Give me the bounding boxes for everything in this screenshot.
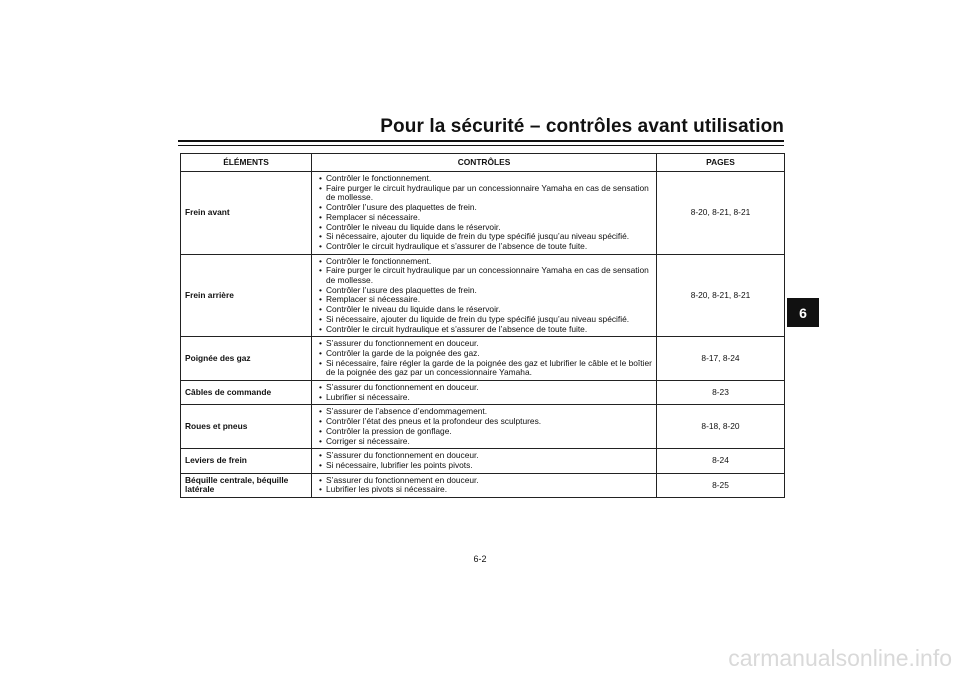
check-list: [316, 407, 652, 446]
check-item: • S’assurer du fonctionnement en douceur.: [316, 383, 652, 393]
element-cell: Frein arrière: [181, 254, 312, 337]
check-item: • Si nécessaire, lubrifier les points pivots.: [316, 461, 652, 471]
controls-cell: [312, 337, 657, 381]
check-item: • Contrôler le niveau du liquide dans le réservoir.: [316, 305, 652, 315]
check-item: • Contrôler l’état des pneus et la profondeur des sculptures.: [316, 417, 652, 427]
header-elements: ÉLÉMENTS: [181, 154, 312, 172]
check-list: [316, 383, 652, 402]
controls-cell: [312, 172, 657, 255]
pages-cell: 8-17, 8-24: [657, 337, 785, 381]
check-item: • Faire purger le circuit hydraulique par un concessionnaire Yamaha en cas de sensation de mollesse.: [316, 184, 652, 203]
check-item: • S’assurer du fonctionnement en douceur.: [316, 339, 652, 349]
controls-cell: [312, 449, 657, 473]
pages-cell: 8-24: [657, 449, 785, 473]
table-row: [181, 473, 785, 497]
table-row: [181, 381, 785, 405]
check-item: • Lubrifier les pivots si nécessaire.: [316, 485, 652, 495]
check-item: • Contrôler le circuit hydraulique et s’assurer de l’absence de toute fuite.: [316, 325, 652, 335]
page-number: 6-2: [473, 554, 487, 564]
check-item: • Contrôler le fonctionnement.: [316, 257, 652, 267]
check-item: • Corriger si nécessaire.: [316, 437, 652, 447]
check-item: • Contrôler l’usure des plaquettes de frein.: [316, 203, 652, 213]
check-item: • Si nécessaire, ajouter du liquide de frein du type spécifié jusqu’au niveau spécifié.: [316, 315, 652, 325]
table-row: [181, 172, 785, 255]
table-row: [181, 337, 785, 381]
check-item: • Lubrifier si nécessaire.: [316, 393, 652, 403]
header-pages: PAGES: [657, 154, 785, 172]
check-item: • Faire purger le circuit hydraulique par un concessionnaire Yamaha en cas de sensation de mollesse.: [316, 266, 652, 285]
check-list: [316, 476, 652, 495]
element-cell: Roues et pneus: [181, 405, 312, 449]
table-row: [181, 254, 785, 337]
check-item: • Contrôler le circuit hydraulique et s’assurer de l’absence de toute fuite.: [316, 242, 652, 252]
check-list: [316, 174, 652, 252]
element-cell: Béquille centrale, béquille latérale: [181, 473, 312, 497]
controls-cell: [312, 254, 657, 337]
element-cell: Frein avant: [181, 172, 312, 255]
check-item: • Contrôler l’usure des plaquettes de frein.: [316, 286, 652, 296]
check-item: • Remplacer si nécessaire.: [316, 295, 652, 305]
element-cell: Leviers de frein: [181, 449, 312, 473]
check-item: • Remplacer si nécessaire.: [316, 213, 652, 223]
pages-cell: 8-25: [657, 473, 785, 497]
check-item: • S’assurer du fonctionnement en douceur.: [316, 476, 652, 486]
watermark: carmanualsonline.info: [728, 645, 952, 671]
check-item: • Contrôler la garde de la poignée des gaz.: [316, 349, 652, 359]
page-title: Pour la sécurité – contrôles avant utilisation: [380, 116, 784, 137]
chapter-tab[interactable]: 6: [787, 298, 819, 327]
check-item: • Contrôler le fonctionnement.: [316, 174, 652, 184]
check-list: [316, 257, 652, 335]
check-list: [316, 451, 652, 470]
element-cell: Poignée des gaz: [181, 337, 312, 381]
table-body: [181, 172, 785, 498]
check-item: • Si nécessaire, faire régler la garde de la poignée des gaz et lubrifier le câble et le boîtier de la poignée des gaz par un concessionnaire Yamaha.: [316, 359, 652, 378]
header-controls: CONTRÔLES: [312, 154, 657, 172]
table-header-row: [181, 154, 785, 172]
header-rule-thin: [178, 145, 784, 146]
check-item: • S’assurer du fonctionnement en douceur.: [316, 451, 652, 461]
check-item: • Contrôler la pression de gonflage.: [316, 427, 652, 437]
check-item: • Si nécessaire, ajouter du liquide de frein du type spécifié jusqu’au niveau spécifié.: [316, 232, 652, 242]
pages-cell: 8-20, 8-21, 8-21: [657, 254, 785, 337]
check-item: • S’assurer de l’absence d’endommagement.: [316, 407, 652, 417]
controls-cell: [312, 405, 657, 449]
table-row: [181, 449, 785, 473]
element-cell: Câbles de commande: [181, 381, 312, 405]
pre-operation-checks-table: [180, 153, 785, 498]
controls-cell: [312, 473, 657, 497]
pages-cell: 8-23: [657, 381, 785, 405]
pages-cell: 8-18, 8-20: [657, 405, 785, 449]
header-rule-thick: [178, 140, 784, 142]
check-list: [316, 339, 652, 378]
check-item: • Contrôler le niveau du liquide dans le réservoir.: [316, 223, 652, 233]
table-row: [181, 405, 785, 449]
controls-cell: [312, 381, 657, 405]
pages-cell: 8-20, 8-21, 8-21: [657, 172, 785, 255]
